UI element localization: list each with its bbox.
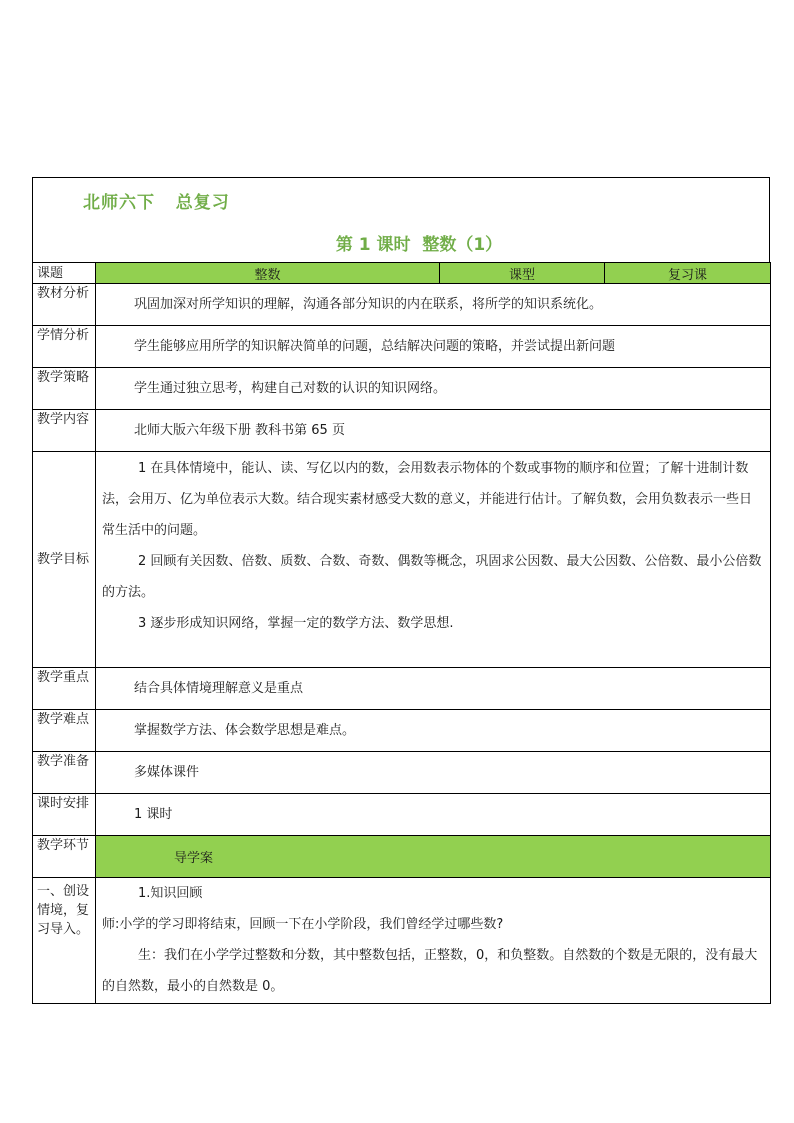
title-row xyxy=(33,263,771,284)
row-text: 结合具体情境理解意义是重点 xyxy=(96,668,771,710)
table-row xyxy=(33,326,771,368)
row-text: 学生能够应用所学的知识解决简单的问题，总结解决问题的策略，并尝试提出新问题 xyxy=(96,326,771,368)
lesson-title: 第 1 课时 整数（1） xyxy=(335,235,503,255)
intro-paragraph: 生：我们在小学学过整数和分数，其中整数包括，正整数，0，和负整数。自然数的个数是无限的，没有最大的自然数，最小的自然数是 0。 xyxy=(102,948,758,994)
intro-paragraph: 师:小学的学习即将结束，回顾一下在小学阶段，我们曾经学过哪些数? xyxy=(102,917,504,932)
type-label: 课型 xyxy=(440,263,605,284)
row-label: 学情分析 xyxy=(33,326,96,368)
row-label: 教材分析 xyxy=(33,284,96,326)
objective-item: 1 在具体情境中，能认、读、写亿以内的数，会用数表示物体的个数或事物的顺序和位置；了解十进制计数法，会用万、亿为单位表示大数。结合现实素材感受大数的意义，并能进行估计。了解负数，会用负数表示一些日常生活中的问题。 xyxy=(102,461,753,538)
table-row xyxy=(33,710,771,752)
row-label: 教学内容 xyxy=(33,410,96,452)
objective-item: 3 逐步形成知识网络，掌握一定的数学方法、数学思想. xyxy=(138,616,454,631)
intro-content xyxy=(96,878,771,1004)
row-text: 北师大版六年级下册 教科书第 65 页 xyxy=(96,410,771,452)
section-row xyxy=(33,836,771,878)
section-title: 导学案 xyxy=(96,836,771,878)
row-label: 教学难点 xyxy=(33,710,96,752)
row-label: 教学重点 xyxy=(33,668,96,710)
row-text: 巩固加深对所学知识的理解，沟通各部分知识的内在联系，将所学的知识系统化。 xyxy=(96,284,771,326)
sheet-header xyxy=(32,177,770,262)
row-text: 学生通过独立思考，构建自己对数的认识的知识网络。 xyxy=(96,368,771,410)
table-row xyxy=(33,668,771,710)
row-text: 1 课时 xyxy=(96,794,771,836)
table-row xyxy=(33,410,771,452)
type-value: 复习课 xyxy=(605,263,771,284)
table-row xyxy=(33,794,771,836)
lesson-plan-table xyxy=(32,262,771,1004)
course-title: 北师六下 总复习 xyxy=(83,193,230,213)
table-row xyxy=(33,284,771,326)
row-text: 多媒体课件 xyxy=(96,752,771,794)
objectives-row xyxy=(33,452,771,668)
table-row xyxy=(33,368,771,410)
topic-label: 课题 xyxy=(33,263,96,284)
table-row xyxy=(33,752,771,794)
intro-paragraph: 1.知识回顾 xyxy=(138,886,203,901)
lesson-plan-sheet xyxy=(32,177,770,1004)
row-label: 课时安排 xyxy=(33,794,96,836)
row-label: 教学策略 xyxy=(33,368,96,410)
objectives-label: 教学目标 xyxy=(33,452,96,668)
intro-row xyxy=(33,878,771,1004)
section-label: 教学环节 xyxy=(33,836,96,878)
row-text: 掌握数学方法、体会数学思想是难点。 xyxy=(96,710,771,752)
objectives-content xyxy=(96,452,771,668)
objective-item: 2 回顾有关因数、倍数、质数、合数、奇数、偶数等概念，巩固求公因数、最大公因数、公倍数、最小公倍数的方法。 xyxy=(102,554,762,600)
intro-label: 一、创设情境，复习导入。 xyxy=(33,878,96,1004)
row-label: 教学准备 xyxy=(33,752,96,794)
topic-value: 整数 xyxy=(96,263,440,284)
